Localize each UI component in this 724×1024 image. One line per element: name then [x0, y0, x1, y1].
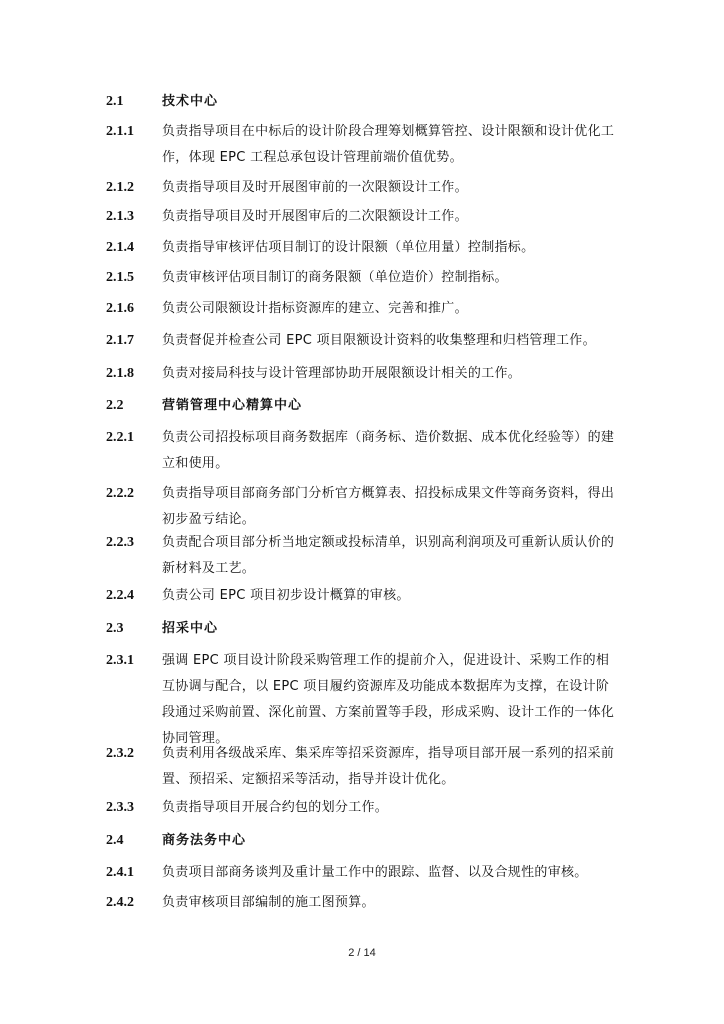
clause-text: 负责利用各级战采库、集采库等招采资源库，指导项目部开展一系列的招采前置、预招采、定额招采等活动，指导并设计优化。	[162, 746, 615, 787]
clause-number: 2.1.2	[106, 180, 134, 195]
clause-number: 2.2.2	[106, 486, 134, 501]
clause-text: 负责指导项目开展合约包的划分工作。	[162, 800, 389, 815]
clause-number: 2.1.4	[106, 240, 134, 255]
clause-number: 2.1.1	[106, 124, 134, 139]
section-number: 2.3	[106, 621, 124, 636]
clause-number: 2.1.6	[106, 301, 134, 316]
clause-number: 2.1.7	[106, 333, 134, 348]
clause-number: 2.4.2	[106, 895, 134, 910]
clause-number: 2.1.8	[106, 366, 134, 381]
clause-text: 负责指导项目及时开展图审后的二次限额设计工作。	[162, 209, 468, 224]
clause-number: 2.2.4	[106, 588, 134, 603]
clause-number: 2.3.2	[106, 746, 134, 761]
clause-text: 负责指导审核评估项目制订的设计限额（单位用量）控制指标。	[162, 240, 535, 255]
clause-text: 负责督促并检查公司 EPC 项目限额设计资料的收集整理和归档管理工作。	[162, 333, 596, 348]
clause-number: 2.2.1	[106, 430, 134, 445]
section-title: 技术中心	[162, 94, 219, 109]
clause-text: 负责配合项目部分析当地定额或投标清单，识别高利润项及可重新认质认价的新材料及工艺。	[162, 535, 615, 576]
section-title: 商务法务中心	[162, 833, 247, 848]
section-title: 招采中心	[162, 621, 219, 636]
clause-number: 2.1.3	[106, 209, 134, 224]
clause-number: 2.3.1	[106, 653, 134, 668]
clause-number: 2.2.3	[106, 535, 134, 550]
clause-number: 2.4.1	[106, 865, 134, 880]
clause-text: 负责项目部商务谈判及重计量工作中的跟踪、监督、以及合规性的审核。	[162, 865, 588, 880]
section-number: 2.1	[106, 94, 124, 109]
clause-number: 2.1.5	[106, 270, 134, 285]
section-number: 2.4	[106, 833, 124, 848]
clause-text: 负责审核项目部编制的施工图预算。	[162, 895, 375, 910]
clause-text: 负责公司限额设计指标资源库的建立、完善和推广。	[162, 301, 468, 316]
clause-text: 强调 EPC 项目设计阶段采购管理工作的提前介入，促进设计、采购工作的相互协调与配合，以 EPC 项目履约资源库及功能成本数据库为支撑，在设计阶段通过采购前置、深化前置、方案前置等手段，形成采购、设计工作的一体化协同管理。	[162, 653, 615, 746]
section-number: 2.2	[106, 398, 124, 413]
clause-text: 负责指导项目部商务部门分析官方概算表、招投标成果文件等商务资料，得出初步盈亏结论。	[162, 486, 615, 527]
page-indicator: 2 / 14	[348, 947, 376, 959]
clause-text: 负责指导项目及时开展图审前的一次限额设计工作。	[162, 180, 468, 195]
clause-text: 负责公司 EPC 项目初步设计概算的审核。	[162, 588, 410, 603]
clause-text: 负责公司招投标项目商务数据库（商务标、造价数据、成本优化经验等）的建立和使用。	[162, 430, 615, 471]
clause-text: 负责指导项目在中标后的设计阶段合理筹划概算管控、设计限额和设计优化工作，体现 EPC 工程总承包设计管理前端价值优势。	[162, 124, 615, 165]
clause-text: 负责审核评估项目制订的商务限额（单位造价）控制指标。	[162, 270, 508, 285]
clause-number: 2.3.3	[106, 800, 134, 815]
section-title: 营销管理中心精算中心	[162, 398, 303, 413]
clause-text: 负责对接局科技与设计管理部协助开展限额设计相关的工作。	[162, 366, 522, 381]
